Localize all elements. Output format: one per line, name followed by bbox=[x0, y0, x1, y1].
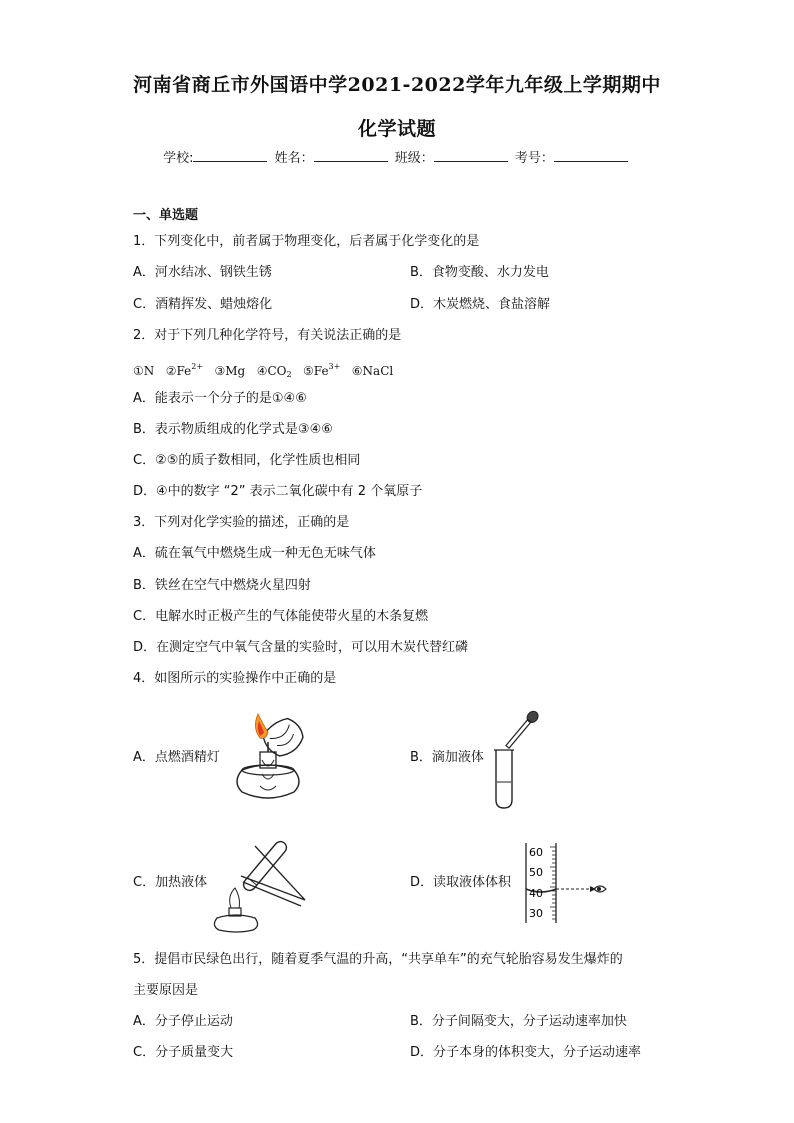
class-blank[interactable] bbox=[434, 149, 508, 162]
q3-stem: 3．下列对化学实验的描述，正确的是 bbox=[133, 515, 350, 530]
q1-option-c: C．酒精挥发、蜡烛熔化 bbox=[133, 297, 273, 312]
q3-option-b: B．铁丝在空气中燃烧火星四射 bbox=[133, 578, 311, 593]
graduated-cylinder-figure bbox=[518, 841, 618, 925]
q2-option-b: B．表示物质组成的化学式是③④⑥ bbox=[133, 422, 333, 437]
name-label: 姓名： bbox=[274, 151, 314, 166]
q3-option-c: C．电解水时正极产生的气体能使带火星的木条复燃 bbox=[133, 609, 429, 624]
q5-option-b: B．分子间隔变大，分子运动速率加快 bbox=[410, 1014, 627, 1029]
q5-option-a: A．分子停止运动 bbox=[133, 1014, 233, 1029]
q4-option-c: C．加热液体 bbox=[133, 875, 208, 890]
heating-liquid-figure bbox=[205, 836, 315, 934]
alcohol-lamp-lighting-figure bbox=[222, 712, 314, 804]
q5-option-c: C．分子质量变大 bbox=[133, 1045, 234, 1060]
q2-option-d: D．④中的数字 “2” 表示二氧化碳中有 2 个氧原子 bbox=[133, 484, 423, 499]
exam-title-line2: 化学试题 bbox=[357, 118, 436, 140]
symbol-5: $⑤Fe^{3+}$ bbox=[303, 362, 341, 378]
tick-label-50: 50 bbox=[529, 866, 543, 879]
school-blank[interactable] bbox=[193, 149, 267, 162]
tick-label-30: 30 bbox=[529, 907, 543, 920]
q1-stem: 1．下列变化中，前者属于物理变化，后者属于化学变化的是 bbox=[133, 234, 480, 249]
symbol-6: ⑥NaCl bbox=[351, 364, 394, 378]
q4-option-d: D．读取液体体积 bbox=[410, 875, 512, 890]
section-title: 一、单选题 bbox=[133, 208, 199, 223]
q5-stem-line1: 5．提倡市民绿色出行，随着夏季气温的升高，“共享单车”的充气轮胎容易发生爆炸的 bbox=[133, 952, 623, 967]
q1-option-d: D．木炭燃烧、食盐溶解 bbox=[410, 297, 551, 312]
q2-option-a: A．能表示一个分子的是①④⑥ bbox=[133, 391, 307, 406]
symbol-1: ①N bbox=[133, 364, 155, 378]
q4-option-a: A．点燃酒精灯 bbox=[133, 750, 220, 765]
school-label: 学校: bbox=[163, 151, 194, 166]
dropper-test-tube-figure bbox=[490, 710, 550, 810]
tick-label-60: 60 bbox=[529, 846, 543, 859]
exam-title-line1: 河南省商丘市外国语中学2021-2022学年九年级上学期期中 bbox=[133, 74, 661, 96]
name-blank[interactable] bbox=[314, 149, 388, 162]
q1-option-b: B．食物变酸、水力发电 bbox=[410, 265, 549, 280]
q3-option-d: D．在测定空气中氧气含量的实验时，可以用木炭代替红磷 bbox=[133, 640, 469, 655]
number-label: 考号： bbox=[514, 151, 554, 166]
student-info-line bbox=[0, 147, 794, 166]
q5-option-d: D．分子本身的体积变大，分子运动速率 bbox=[410, 1045, 642, 1060]
symbol-2: $②Fe^{2+}$ bbox=[165, 362, 204, 378]
q4-option-b: B．滴加液体 bbox=[410, 750, 484, 765]
symbol-4: $④CO_2$ bbox=[256, 364, 292, 379]
q4-stem: 4．如图所示的实验操作中正确的是 bbox=[133, 671, 337, 686]
class-label: 班级： bbox=[394, 151, 434, 166]
number-blank[interactable] bbox=[554, 149, 628, 162]
q2-symbols bbox=[133, 359, 393, 383]
q2-stem: 2．对于下列几种化学符号，有关说法正确的是 bbox=[133, 328, 402, 343]
symbol-3: ③Mg bbox=[214, 364, 246, 378]
tick-label-40: 40 bbox=[529, 887, 543, 900]
q5-stem-line2: 主要原因是 bbox=[133, 983, 199, 998]
q1-option-a: A．河水结冰、钢铁生锈 bbox=[133, 265, 272, 280]
q2-option-c: C．②⑤的质子数相同，化学性质也相同 bbox=[133, 453, 361, 468]
q3-option-a: A．硫在氧气中燃烧生成一种无色无味气体 bbox=[133, 546, 376, 561]
